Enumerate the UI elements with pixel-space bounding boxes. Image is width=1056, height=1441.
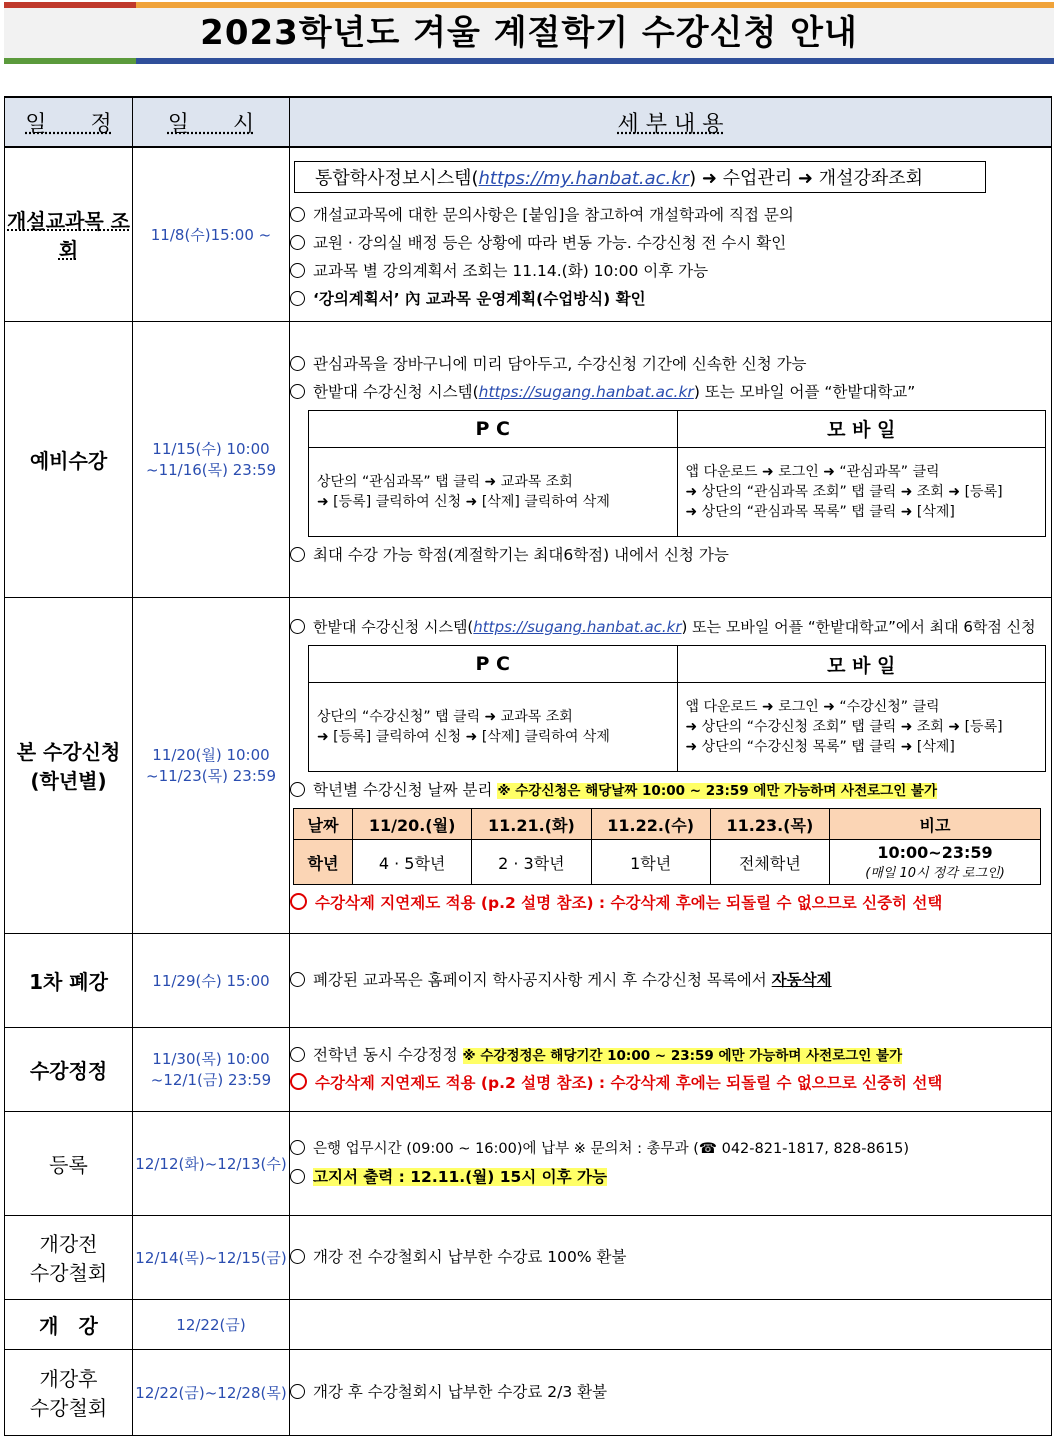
row-details bbox=[290, 1299, 1052, 1349]
table-row bbox=[5, 597, 1052, 933]
mobile-header: 모 바 일 bbox=[677, 410, 1046, 447]
row-details bbox=[290, 933, 1052, 1027]
date-header: 비고 bbox=[830, 809, 1041, 840]
row-name: 본 수강신청 (학년별) bbox=[5, 597, 133, 933]
date-header: 11.22.(수) bbox=[591, 809, 710, 840]
row-name: 개 강 bbox=[5, 1299, 133, 1349]
list-item: 최대 수강 가능 학점(계절학기는 최대6학점) 내에서 신청 가능 bbox=[290, 541, 1051, 569]
list-item: 폐강된 교과목은 홈페이지 학사공지사항 게시 후 수강신청 목록에서 자동삭제 bbox=[290, 966, 1051, 994]
schedule-table bbox=[4, 96, 1052, 1436]
pc-header: P C bbox=[309, 646, 678, 683]
warning-item: 수강삭제 지연제도 적용 (p.2 설명 참조) : 수강삭제 후에는 되돌릴 수 없으므로 신중히 선택 bbox=[290, 1069, 1051, 1097]
row-date: 12/22(금)~12/28(목) bbox=[133, 1349, 290, 1435]
table-row bbox=[5, 147, 1052, 321]
table-row bbox=[5, 1027, 1052, 1111]
list-item: 교원 · 강의실 배정 등은 상황에 따라 변동 가능. 수강신청 전 수시 확인 bbox=[290, 229, 1051, 257]
note-cell: 10:00~23:59 (매일 10시 정각 로그인) bbox=[830, 840, 1041, 885]
list-item: 교과목 별 강의계획서 조회는 11.14.(화) 10:00 이후 가능 bbox=[290, 257, 1051, 285]
list-item: 한밭대 수강신청 시스템(https://sugang.hanbat.ac.kr) 또는 모바일 어플 “한밭대학교”에서 최대 6학점 신청 bbox=[290, 613, 1051, 641]
row-date: 11/15(수) 10:00 ~11/16(목) 23:59 bbox=[133, 321, 290, 597]
row-date: 11/29(수) 15:00 bbox=[133, 933, 290, 1027]
portal-link[interactable]: https://my.hanbat.ac.kr bbox=[478, 168, 690, 190]
page-title: 2023학년도 겨울 계절학기 수강신청 안내 bbox=[4, 8, 1054, 58]
path-box: 통합학사정보시스템(https://my.hanbat.ac.kr) ➜ 수업관리 ➜ 개설강좌조회 bbox=[294, 161, 986, 193]
pc-instructions: 상단의 “수강신청” 탭 클릭 ➜ 교과목 조회 ➜ [등록] 클릭하여 신청 ➜ [삭제] 클릭하여 삭제 bbox=[309, 683, 678, 772]
bottom-color-bar bbox=[4, 58, 1054, 64]
list-item: 전학년 동시 수강정정 ※ 수강정정은 해당기간 10:00 ~ 23:59 에만 가능하며 사전로그인 불가 bbox=[290, 1041, 1051, 1069]
grade-cell: 1학년 bbox=[591, 840, 710, 885]
row-name: 1차 폐강 bbox=[5, 933, 133, 1027]
sugang-link[interactable]: https://sugang.hanbat.ac.kr bbox=[478, 382, 694, 401]
row-name: 개설교과목 조회 bbox=[5, 147, 133, 321]
date-header: 11.21.(화) bbox=[472, 809, 591, 840]
grade-cell: 전체학년 bbox=[710, 840, 829, 885]
table-row bbox=[5, 933, 1052, 1027]
row-details bbox=[290, 1215, 1052, 1299]
grade-label: 학년 bbox=[294, 840, 353, 885]
row-name: 수강정정 bbox=[5, 1027, 133, 1111]
row-date: 11/8(수)15:00 ~ bbox=[133, 147, 290, 321]
mobile-instructions: 앱 다운로드 ➜ 로그인 ➜ “수강신청” 클릭 ➜ 상단의 “수강신청 조회” 탭 클릭 ➜ 조회 ➜ [등록] ➜ 상단의 “수강신청 목록” 탭 클릭 ➜ [삭제] bbox=[677, 683, 1046, 772]
warning-item: 수강삭제 지연제도 적용 (p.2 설명 참조) : 수강삭제 후에는 되돌릴 수 없으므로 신중히 선택 bbox=[290, 889, 1051, 917]
pc-mobile-table bbox=[308, 645, 1046, 772]
row-date: 11/30(목) 10:00 ~12/1(금) 23:59 bbox=[133, 1027, 290, 1111]
date-header: 11/20.(월) bbox=[353, 809, 472, 840]
table-row bbox=[5, 1299, 1052, 1349]
list-item: 한밭대 수강신청 시스템(https://sugang.hanbat.ac.kr) 또는 모바일 어플 “한밭대학교” bbox=[290, 378, 1051, 406]
list-item: 관심과목을 장바구니에 미리 담아두고, 수강신청 기간에 신속한 신청 가능 bbox=[290, 350, 1051, 378]
sugang-link[interactable]: https://sugang.hanbat.ac.kr bbox=[473, 618, 682, 636]
table-row bbox=[5, 1349, 1052, 1435]
list-item: 은행 업무시간 (09:00 ~ 16:00)에 납부 ※ 문의처 : 총무과 (☎ 042-821-1817, 828-8615) bbox=[290, 1135, 1051, 1163]
row-details bbox=[290, 1027, 1052, 1111]
table-header bbox=[5, 97, 1052, 147]
list-item: 개설교과목에 대한 문의사항은 [붙임]을 참고하여 개설학과에 직접 문의 bbox=[290, 201, 1051, 229]
table-row bbox=[5, 1215, 1052, 1299]
notice-highlight: ※ 수강신청은 해당날짜 10:00 ~ 23:59 에만 가능하며 사전로그인 불가 bbox=[497, 783, 938, 799]
row-name: 예비수강 bbox=[5, 321, 133, 597]
row-name: 개강후 수강철회 bbox=[5, 1349, 133, 1435]
grade-cell: 2 · 3학년 bbox=[472, 840, 591, 885]
row-date: 11/20(월) 10:00 ~11/23(목) 23:59 bbox=[133, 597, 290, 933]
header-schedule: 일 정 bbox=[5, 97, 133, 147]
row-details bbox=[290, 1349, 1052, 1435]
grade-dates-table bbox=[293, 808, 1041, 885]
row-date: 12/14(목)~12/15(금) bbox=[133, 1215, 290, 1299]
mobile-header: 모 바 일 bbox=[677, 646, 1046, 683]
table-row bbox=[5, 1111, 1052, 1215]
date-header: 날짜 bbox=[294, 809, 353, 840]
list-item: 고지서 출력 : 12.11.(월) 15시 이후 가능 bbox=[290, 1163, 1051, 1191]
row-details bbox=[290, 597, 1052, 933]
grade-cell: 4 · 5학년 bbox=[353, 840, 472, 885]
row-details bbox=[290, 1111, 1052, 1215]
list-item: ‘강의계획서’ 內 교과목 운영계획(수업방식) 확인 bbox=[290, 285, 1051, 313]
pc-header: P C bbox=[309, 410, 678, 447]
pc-mobile-table bbox=[308, 410, 1046, 537]
row-date: 12/22(금) bbox=[133, 1299, 290, 1349]
row-name: 개강전 수강철회 bbox=[5, 1215, 133, 1299]
list-item: 학년별 수강신청 날짜 분리 ※ 수강신청은 해당날짜 10:00 ~ 23:59 에만 가능하며 사전로그인 불가 bbox=[290, 776, 1051, 804]
header-datetime: 일 시 bbox=[133, 97, 290, 147]
pc-instructions: 상단의 “관심과목” 탭 클릭 ➜ 교과목 조회 ➜ [등록] 클릭하여 신청 ➜ [삭제] 클릭하여 삭제 bbox=[309, 447, 678, 536]
list-item: 개강 후 수강철회시 납부한 수강료 2/3 환불 bbox=[290, 1378, 1051, 1406]
table-row bbox=[5, 321, 1052, 597]
mobile-instructions: 앱 다운로드 ➜ 로그인 ➜ “관심과목” 클릭 ➜ 상단의 “관심과목 조회” 탭 클릭 ➜ 조회 ➜ [등록] ➜ 상단의 “관심과목 목록” 탭 클릭 ➜ [삭제] bbox=[677, 447, 1046, 536]
date-header: 11.23.(목) bbox=[710, 809, 829, 840]
row-name: 등록 bbox=[5, 1111, 133, 1215]
row-details bbox=[290, 147, 1052, 321]
list-item: 개강 전 수강철회시 납부한 수강료 100% 환불 bbox=[290, 1243, 1051, 1271]
notice-highlight: ※ 수강정정은 해당기간 10:00 ~ 23:59 에만 가능하며 사전로그인 불가 bbox=[462, 1048, 903, 1064]
row-details bbox=[290, 321, 1052, 597]
header-details: 세 부 내 용 bbox=[290, 97, 1052, 147]
row-date: 12/12(화)~12/13(수) bbox=[133, 1111, 290, 1215]
